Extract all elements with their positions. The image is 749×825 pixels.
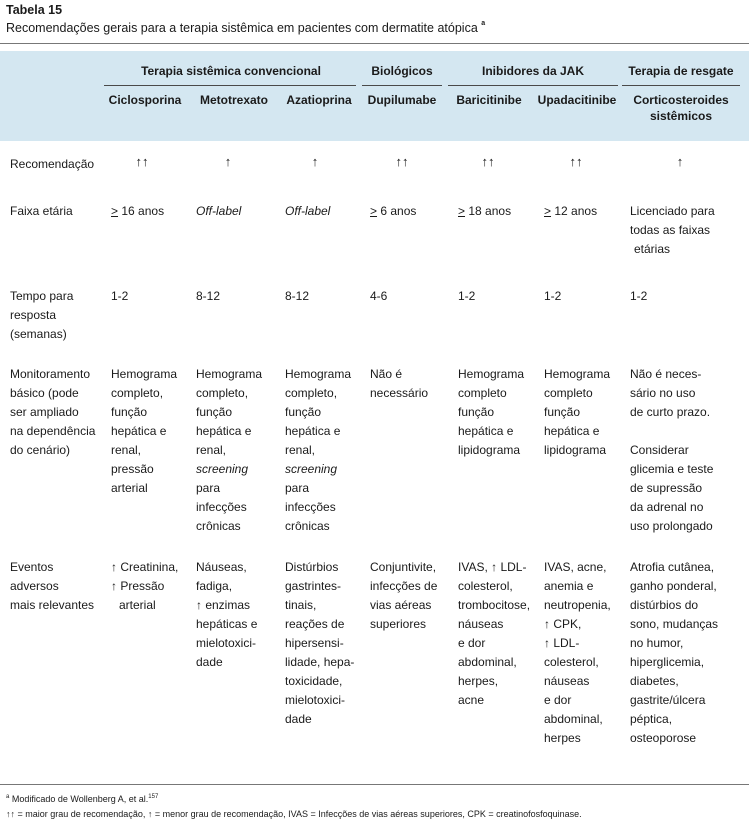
faixa-azatioprina: Off-label: [285, 204, 331, 218]
cell-line: Hemograma: [544, 367, 611, 381]
cell-line: abdominal,: [458, 655, 517, 669]
cell-line: infecções: [196, 500, 247, 514]
cell-line: dade: [285, 712, 312, 726]
cell-line: neutropenia,: [544, 598, 611, 612]
row-label-faixa: Faixa etária: [10, 204, 73, 218]
cell-line: arterial: [119, 598, 156, 612]
cell-line: todas as faixas: [630, 223, 711, 237]
cell-line: etárias: [634, 242, 671, 256]
cell-line: reações de: [285, 617, 345, 631]
table-title: Tabela 15: [6, 3, 63, 17]
cell-line: ↑ Creatinina,: [111, 560, 179, 574]
cell-line: ↑ LDL-: [544, 636, 580, 650]
cell-line: sono, mudanças: [630, 617, 719, 631]
cell-line: hepática e: [285, 424, 341, 438]
faixa-value: 18 anos: [468, 204, 512, 218]
cell-line: hepática e: [111, 424, 167, 438]
group-rescue: Terapia de resgate: [628, 64, 734, 78]
faixa-baricitinibe: [458, 202, 511, 221]
monit-corticosteroides: [630, 365, 713, 536]
cell-line: ↑ Pressão: [111, 579, 165, 593]
tempo-azatioprina: 8-12: [285, 289, 310, 303]
ge-symbol: >: [370, 204, 378, 218]
label-line: Tempo para: [10, 289, 74, 303]
cell-line: lipidograma: [458, 443, 521, 457]
cell-line: hepáticas e: [196, 617, 258, 631]
cell-line: colesterol,: [544, 655, 599, 669]
cell-line: crônicas: [196, 519, 241, 533]
row-label-tempo: [10, 287, 73, 344]
cell-line: hepática e: [458, 424, 514, 438]
rec-baricitinibe: ↑↑: [481, 154, 495, 169]
monit-metotrexato: [196, 365, 262, 536]
cell-line: Não é neces-: [630, 367, 702, 381]
subtitle-footnote-marker: a: [481, 20, 486, 27]
cell-line: abdominal,: [544, 712, 603, 726]
cell-line: no humor,: [630, 636, 684, 650]
cell-line: fadiga,: [196, 579, 233, 593]
cell-line: de supressão: [630, 481, 703, 495]
monit-ciclosporina: [111, 365, 177, 498]
eventos-baricitinibe: [458, 558, 530, 710]
footnote-ref: 157: [148, 794, 159, 800]
cell-line: função: [285, 405, 322, 419]
cell-line: completo,: [285, 386, 338, 400]
cell-line: Hemograma: [285, 367, 352, 381]
group-jak: Inibidores da JAK: [481, 64, 585, 78]
tempo-baricitinibe: 1-2: [458, 289, 476, 303]
cell-line: Náuseas,: [196, 560, 247, 574]
bottom-rule: [0, 784, 749, 785]
cell-line: para: [196, 481, 221, 495]
col-dupilumabe: Dupilumabe: [367, 93, 437, 107]
tempo-upadacitinibe: 1-2: [544, 289, 562, 303]
eventos-ciclosporina: [111, 558, 178, 615]
faixa-metotrexato: Off-label: [196, 204, 242, 218]
cell-line: gastrite/úlcera: [630, 693, 706, 707]
label-line: adversos: [10, 579, 59, 593]
rec-azatioprina: ↑: [311, 154, 319, 169]
col-baricitinibe: Baricitinibe: [456, 93, 522, 107]
faixa-value: 16 anos: [121, 204, 165, 218]
eventos-dupilumabe: [370, 558, 437, 634]
cell-line: gastrintes-: [285, 579, 342, 593]
cell-spacer: [630, 422, 713, 441]
cell-line: Licenciado para: [630, 204, 715, 218]
label-line: básico (pode: [10, 386, 79, 400]
cell-line: herpes,: [458, 674, 499, 688]
cell-line: glicemia e teste: [630, 462, 714, 476]
cell-line: função: [458, 405, 495, 419]
cell-line: herpes: [544, 731, 581, 745]
cell-line: Distúrbios: [285, 560, 339, 574]
rec-ciclosporina: ↑↑: [135, 154, 149, 169]
group-underline-biologics: [362, 85, 442, 86]
cell-line: completo,: [111, 386, 164, 400]
label-line: do cenário): [10, 443, 71, 457]
eventos-corticosteroides: [630, 558, 718, 748]
cell-line: ↑ enzimas: [196, 598, 251, 612]
cell-line: screening: [196, 462, 249, 476]
footnote-source: [6, 794, 158, 804]
cell-line: e dor: [458, 636, 486, 650]
cell-line: lidade, hepa-: [285, 655, 355, 669]
cell-line: náuseas: [458, 617, 504, 631]
cell-line: anemia e: [544, 579, 594, 593]
cell-line: Atrofia cutânea,: [630, 560, 715, 574]
eventos-azatioprina: [285, 558, 354, 729]
footnote-source-text: Modificado de Wollenberg A, et al.: [11, 794, 149, 804]
eventos-upadacitinibe: [544, 558, 611, 748]
cell-line: função: [544, 405, 581, 419]
col-azatioprina: Azatioprina: [286, 93, 352, 107]
cell-line: de curto prazo.: [630, 405, 711, 419]
group-conventional: Terapia sistêmica convencional: [141, 64, 321, 78]
faixa-value: 12 anos: [554, 204, 598, 218]
tempo-corticosteroides: 1-2: [630, 289, 648, 303]
cell-line: renal,: [285, 443, 316, 457]
subtitle-text: Recomendações gerais para a terapia sistêmica em pacientes com dermatite atópica: [6, 21, 478, 35]
cell-line: arterial: [111, 481, 148, 495]
cell-line: uso prolongado: [630, 519, 713, 533]
cell-line: da adrenal no: [630, 500, 704, 514]
cell-line: Hemograma: [111, 367, 178, 381]
cell-line: trombocitose,: [458, 598, 531, 612]
row-label-recomendacao: Recomendação: [10, 157, 95, 171]
cell-line: hipersensi-: [285, 636, 344, 650]
cell-line: necessário: [370, 386, 429, 400]
cell-line: lipidograma: [544, 443, 607, 457]
cell-line: péptica,: [630, 712, 673, 726]
tempo-ciclosporina: 1-2: [111, 289, 129, 303]
cell-line: Hemograma: [196, 367, 263, 381]
cell-line: completo: [458, 386, 507, 400]
cell-line: renal,: [111, 443, 142, 457]
label-line: Monitoramento: [10, 367, 91, 381]
faixa-dupilumabe: [370, 202, 416, 221]
cell-line: para: [285, 481, 310, 495]
monit-baricitinibe: [458, 365, 524, 460]
label-line: resposta: [10, 308, 57, 322]
cell-line: função: [196, 405, 233, 419]
table-subtitle: [6, 21, 485, 35]
cell-line: IVAS, ↑ LDL-: [458, 560, 527, 574]
cell-line: ganho ponderal,: [630, 579, 717, 593]
cell-line: completo: [544, 386, 593, 400]
label-line: Eventos: [10, 560, 54, 574]
cell-line: screening: [285, 462, 338, 476]
label-line: na dependência: [10, 424, 96, 438]
faixa-upadacitinibe: [544, 202, 597, 221]
cell-line: hiperglicemia,: [630, 655, 705, 669]
cell-line: mielotoxici-: [285, 693, 346, 707]
cell-line: acne: [458, 693, 485, 707]
col-ciclosporina: Ciclosporina: [108, 93, 182, 107]
rec-upadacitinibe: ↑↑: [569, 154, 583, 169]
eventos-metotrexato: [196, 558, 257, 672]
top-rule: [0, 43, 749, 44]
col-corticosteroides: Corticosteroides sistêmicos: [633, 93, 729, 123]
cell-line: colesterol,: [458, 579, 513, 593]
monit-azatioprina: [285, 365, 351, 536]
rec-dupilumabe: ↑↑: [395, 154, 409, 169]
label-line: ser ampliado: [10, 405, 79, 419]
cell-line: superiores: [370, 617, 427, 631]
cell-line: IVAS, acne,: [544, 560, 607, 574]
cell-line: ↑ CPK,: [544, 617, 582, 631]
group-underline-conventional: [104, 85, 356, 86]
group-underline-jak: [448, 85, 618, 86]
cell-line: e dor: [544, 693, 572, 707]
footnote-marker: a: [6, 794, 10, 800]
cell-line: sário no uso: [630, 386, 696, 400]
rec-corticosteroides: ↑: [676, 154, 684, 169]
cell-line: osteoporose: [630, 731, 697, 745]
label-line: (semanas): [10, 327, 67, 341]
cell-line: vias aéreas: [370, 598, 432, 612]
ge-symbol: >: [458, 204, 466, 218]
faixa-ciclosporina: [111, 202, 164, 221]
tempo-metotrexato: 8-12: [196, 289, 221, 303]
row-label-monitoramento: [10, 365, 95, 460]
col-upadacitinibe: Upadacitinibe: [537, 93, 617, 107]
label-line: mais relevantes: [10, 598, 95, 612]
cell-line: dade: [196, 655, 223, 669]
footnote-legend: ↑↑ = maior grau de recomendação, ↑ = menor grau de recomendação, IVAS = Infecções de vias aéreas superiores, CPK = creatinofosfoquinase.: [6, 809, 582, 819]
monit-dupilumabe: [370, 365, 428, 403]
tempo-dupilumabe: 4-6: [370, 289, 388, 303]
cell-line: Considerar: [630, 443, 689, 457]
cell-line: função: [111, 405, 148, 419]
ge-symbol: >: [111, 204, 119, 218]
faixa-value: 6 anos: [380, 204, 417, 218]
cell-line: diabetes,: [630, 674, 679, 688]
group-biologics: Biológicos: [371, 64, 433, 78]
cell-line: distúrbios do: [630, 598, 699, 612]
cell-line: completo,: [196, 386, 249, 400]
cell-line: Conjuntivite,: [370, 560, 437, 574]
cell-line: renal,: [196, 443, 227, 457]
cell-line: náuseas: [544, 674, 590, 688]
cell-line: pressão: [111, 462, 154, 476]
cell-line: infecções de: [370, 579, 438, 593]
cell-line: hepática e: [196, 424, 252, 438]
group-underline-rescue: [622, 85, 740, 86]
ge-symbol: >: [544, 204, 552, 218]
monit-upadacitinibe: [544, 365, 610, 460]
cell-line: mielotoxici-: [196, 636, 257, 650]
cell-line: crônicas: [285, 519, 330, 533]
faixa-corticosteroides: [630, 202, 715, 259]
rec-metotrexato: ↑: [224, 154, 232, 169]
cell-line: tinais,: [285, 598, 317, 612]
cell-line: Não é: [370, 367, 403, 381]
cell-line: hepática e: [544, 424, 600, 438]
cell-line: infecções: [285, 500, 336, 514]
col-metotrexato: Metotrexato: [199, 93, 268, 107]
cell-line: Hemograma: [458, 367, 525, 381]
row-label-eventos: [10, 558, 94, 615]
cell-line: toxicidade,: [285, 674, 343, 688]
